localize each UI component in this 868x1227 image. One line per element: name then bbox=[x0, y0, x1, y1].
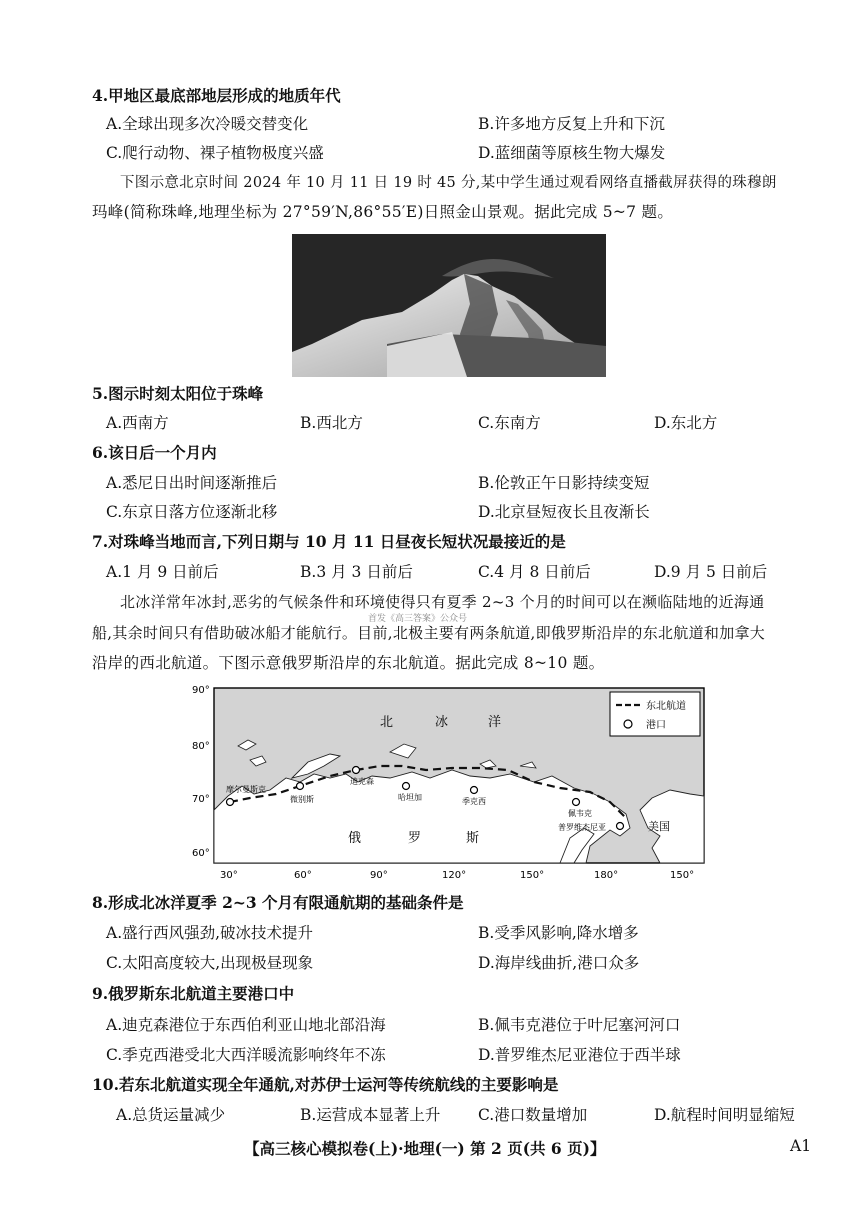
port-weibies bbox=[297, 783, 304, 790]
ocean-char-2: 冰 bbox=[435, 715, 449, 730]
lat-90: 90° bbox=[192, 685, 210, 696]
legend-route-label: 东北航道 bbox=[646, 701, 686, 712]
q4-option-a: A.全球出现多次冷暖交替变化 bbox=[106, 115, 309, 133]
q4-option-c: C.爬行动物、裸子植物极度兴盛 bbox=[106, 144, 324, 162]
lon-150w: 150° bbox=[670, 870, 695, 881]
q8-option-b: B.受季风影响,降水增多 bbox=[478, 924, 639, 942]
ocean-char-1: 北 bbox=[380, 715, 394, 730]
q7-option-a: A.1 月 9 日前后 bbox=[106, 563, 219, 581]
intro2-line3: 沿岸的西北航道。下图示意俄罗斯沿岸的东北航道。据此完成 8~10 题。 bbox=[92, 654, 605, 672]
country-char-2: 罗 bbox=[408, 831, 422, 846]
q4-option-b: B.许多地方反复上升和下沉 bbox=[478, 115, 665, 133]
label-khatanga: 哈坦加 bbox=[398, 793, 422, 802]
label-dikson: 迪克森 bbox=[350, 777, 374, 786]
q9-option-b: B.佩韦克港位于叶尼塞河河口 bbox=[478, 1016, 681, 1034]
label-pevek: 佩韦克 bbox=[568, 809, 592, 818]
watermark-text: 首发《高三答案》公众号 bbox=[368, 614, 468, 624]
everest-photo bbox=[292, 234, 606, 377]
q10-option-d: D.航程时间明显缩短 bbox=[654, 1106, 795, 1124]
port-tiksi bbox=[471, 787, 478, 794]
lon-120: 120° bbox=[442, 870, 467, 881]
lon-60: 60° bbox=[294, 870, 312, 881]
q5-stem: 5.图示时刻太阳位于珠峰 bbox=[92, 384, 264, 403]
q7-option-d: D.9 月 5 日前后 bbox=[654, 563, 768, 581]
q6-option-b: B.伦敦正午日影持续变短 bbox=[478, 474, 650, 492]
q10-stem: 10.若东北航道实现全年通航,对苏伊士运河等传统航线的主要影响是 bbox=[92, 1075, 559, 1094]
q8-option-a: A.盛行西风强劲,破冰技术提升 bbox=[106, 924, 314, 942]
q7-stem: 7.对珠峰当地而言,下列日期与 10 月 11 日昼夜长短状况最接近的是 bbox=[92, 532, 566, 551]
port-pevek bbox=[573, 799, 580, 806]
lon-180: 180° bbox=[594, 870, 619, 881]
q9-option-c: C.季克西港受北大西洋暖流影响终年不冻 bbox=[106, 1046, 386, 1064]
ocean-char-3: 洋 bbox=[488, 715, 502, 730]
port-provideniya bbox=[617, 823, 624, 830]
q9-option-d: D.普罗维杰尼亚港位于西半球 bbox=[478, 1046, 681, 1064]
port-murmansk bbox=[227, 799, 234, 806]
country-char-1: 俄 bbox=[348, 831, 362, 846]
q9-stem: 9.俄罗斯东北航道主要港口中 bbox=[92, 984, 295, 1003]
label-provideniya: 普罗维杰尼亚 bbox=[558, 823, 606, 832]
legend-port-label: 港口 bbox=[646, 720, 666, 731]
q5-option-a: A.西南方 bbox=[106, 414, 169, 432]
label-usa: 美国 bbox=[648, 820, 670, 833]
q8-option-c: C.太阳高度较大,出现极昼现象 bbox=[106, 954, 314, 972]
northeast-passage-map bbox=[190, 678, 710, 883]
q8-stem: 8.形成北冰洋夏季 2~3 个月有限通航期的基础条件是 bbox=[92, 893, 464, 912]
paper-code: A1 bbox=[790, 1137, 812, 1155]
intro2-line2: 船,其余时间只有借助破冰船才能航行。目前,北极主要有两条航道,即俄罗斯沿岸的东北航道和加拿大 bbox=[92, 624, 766, 642]
lat-70: 70° bbox=[192, 794, 210, 805]
page-footer: 【高三核心模拟卷(上)·地理(一) 第 2 页(共 6 页)】 bbox=[244, 1139, 606, 1158]
q9-option-a: A.迪克森港位于东西伯利亚山地北部沿海 bbox=[106, 1016, 386, 1034]
q7-option-b: B.3 月 3 日前后 bbox=[300, 563, 413, 581]
q6-stem: 6.该日后一个月内 bbox=[92, 443, 217, 462]
country-char-3: 斯 bbox=[466, 831, 480, 846]
q8-option-d: D.海岸线曲折,港口众多 bbox=[478, 954, 640, 972]
q5-option-b: B.西北方 bbox=[300, 414, 363, 432]
q4-stem: 4.甲地区最底部地层形成的地质年代 bbox=[92, 86, 341, 105]
q10-option-b: B.运营成本显著上升 bbox=[300, 1106, 441, 1124]
lon-30: 30° bbox=[220, 870, 238, 881]
q10-option-c: C.港口数量增加 bbox=[478, 1106, 588, 1124]
legend-port-icon bbox=[624, 720, 632, 728]
lat-80: 80° bbox=[192, 741, 210, 752]
lon-90: 90° bbox=[370, 870, 388, 881]
label-weibies: 微别斯 bbox=[290, 795, 314, 804]
intro2-line1: 北冰洋常年冰封,恶劣的气候条件和环境使得只有夏季 2~3 个月的时间可以在濒临陆地的近海通 bbox=[120, 593, 765, 611]
port-dikson bbox=[353, 767, 360, 774]
q7-option-c: C.4 月 8 日前后 bbox=[478, 563, 591, 581]
q5-option-d: D.东北方 bbox=[654, 414, 718, 432]
label-tiksi: 季克西 bbox=[462, 797, 486, 806]
q6-option-c: C.东京日落方位逐渐北移 bbox=[106, 503, 278, 521]
port-khatanga bbox=[403, 783, 410, 790]
intro1-line2: 玛峰(简称珠峰,地理坐标为 27°59′N,86°55′E)日照金山景观。据此完成 5~7 题。 bbox=[92, 203, 674, 221]
lon-150: 150° bbox=[520, 870, 545, 881]
label-murmansk: 摩尔曼斯克 bbox=[226, 785, 266, 794]
q6-option-d: D.北京昼短夜长且夜渐长 bbox=[478, 503, 650, 521]
lat-60: 60° bbox=[192, 848, 210, 859]
q4-option-d: D.蓝细菌等原核生物大爆发 bbox=[478, 144, 666, 162]
intro1-line1: 下图示意北京时间 2024 年 10 月 11 日 19 时 45 分,某中学生通过观看网络直播截屏获得的珠穆朗 bbox=[120, 175, 777, 191]
q5-option-c: C.东南方 bbox=[478, 414, 541, 432]
q6-option-a: A.悉尼日出时间逐渐推后 bbox=[106, 474, 278, 492]
q10-option-a: A.总货运量减少 bbox=[116, 1106, 226, 1124]
